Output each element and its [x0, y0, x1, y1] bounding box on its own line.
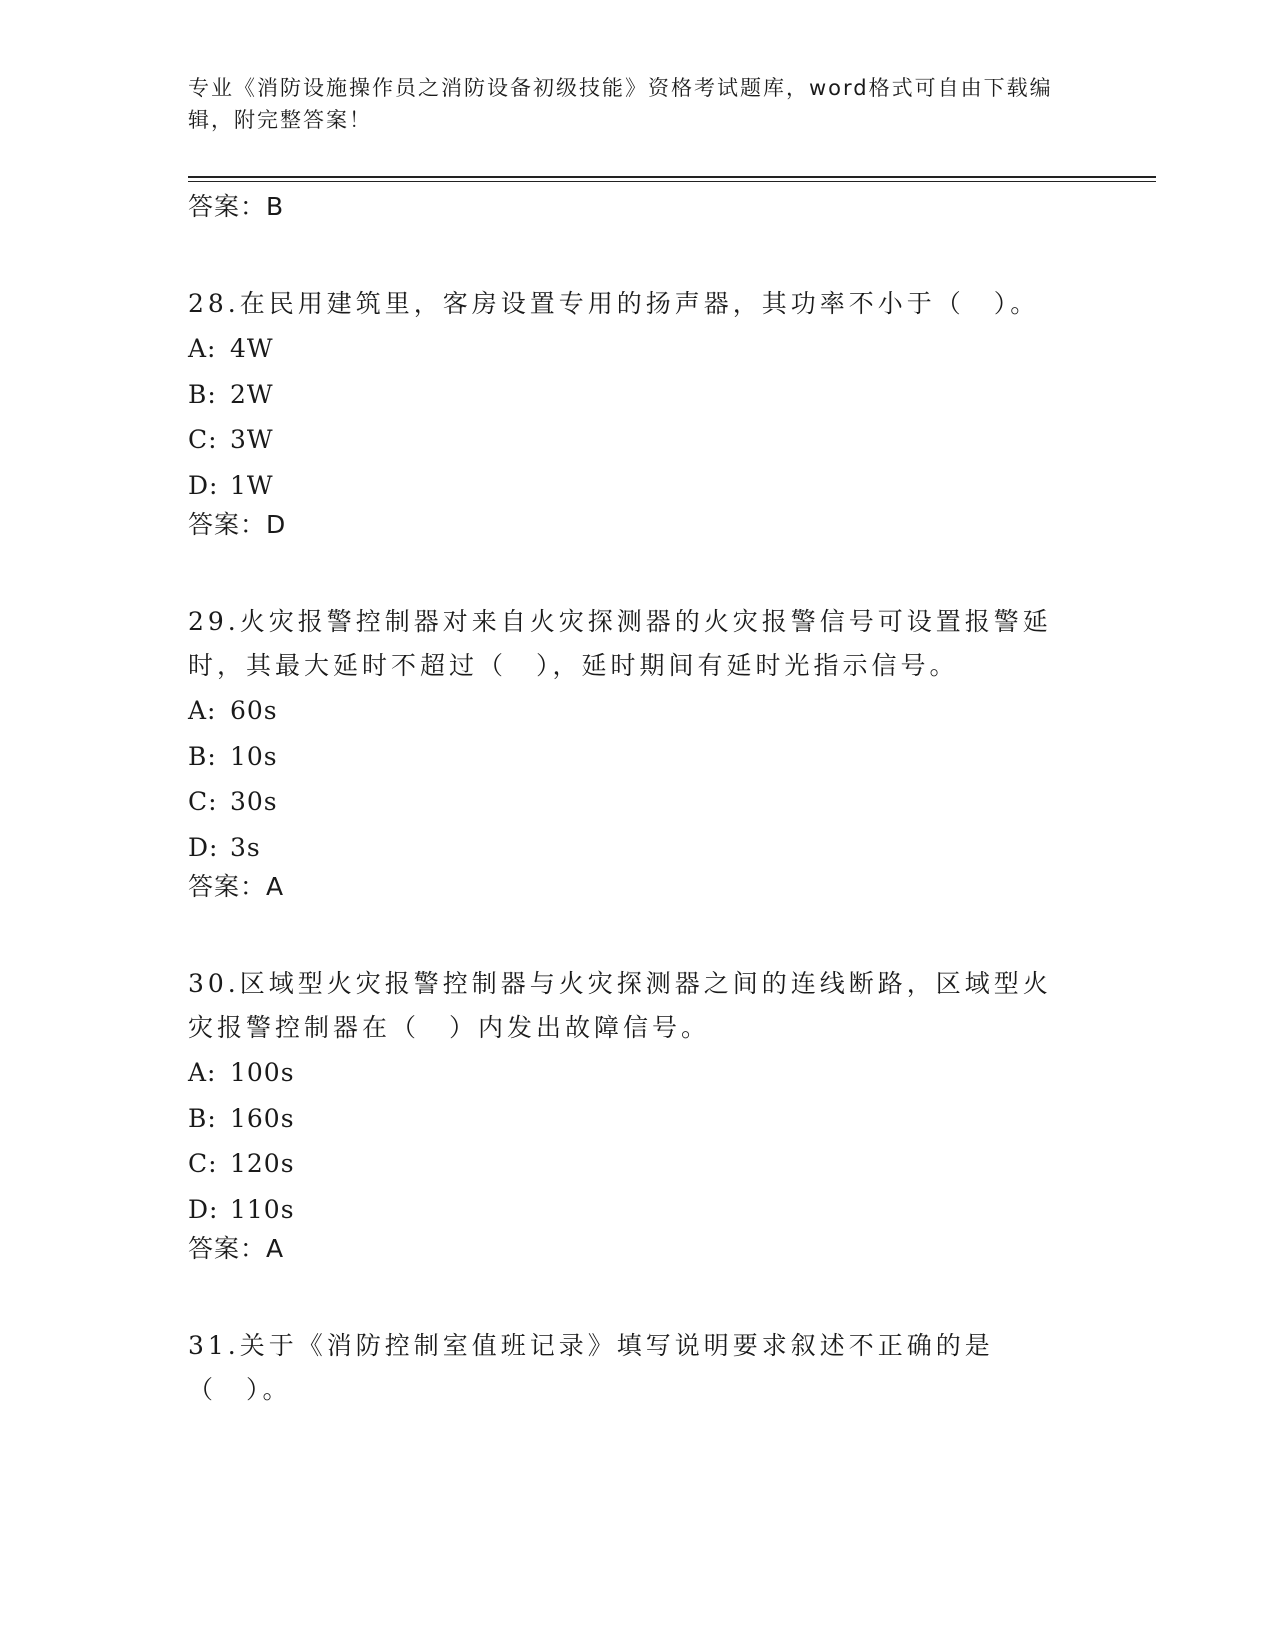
question-stem: 30.区域型火灾报警控制器与火灾探测器之间的连线断路，区域型火灾报警控制器在（ ）内发出故障信号。	[188, 969, 1052, 1042]
document-header: 专业《消防设施操作员之消防设备初级技能》资格考试题库，word格式可自由下载编辑，附完整答案！	[188, 76, 1053, 132]
question-29	[188, 600, 1088, 902]
question-28	[188, 282, 1088, 540]
header-divider	[188, 176, 1156, 178]
option-b: B: 160s	[188, 1103, 295, 1133]
question-stem: 28.在民用建筑里，客房设置专用的扬声器，其功率不小于（ ）。	[188, 289, 1040, 318]
option-b: B: 10s	[188, 741, 278, 771]
option-a: A: 100s	[188, 1058, 295, 1087]
option-a: A: 60s	[188, 696, 278, 725]
option-c: C: 30s	[188, 787, 278, 816]
question-list	[188, 192, 1088, 1412]
option-c: C: 120s	[188, 1149, 295, 1178]
question-stem: 29.火灾报警控制器对来自火灾探测器的火灾报警信号可设置报警延时，其最大延时不超过（ ），延时期间有延时光指示信号。	[188, 607, 1052, 680]
question-31	[188, 1324, 1088, 1412]
answer-line: 答案：D	[188, 510, 287, 539]
question-30	[188, 962, 1088, 1264]
option-b: B: 2W	[188, 379, 274, 409]
answer-line: 答案：A	[188, 1234, 285, 1263]
option-c: C: 3W	[188, 425, 274, 454]
option-d: D: 110s	[188, 1194, 295, 1224]
header-divider-thin	[188, 181, 1156, 182]
answer-line: 答案：A	[188, 872, 285, 901]
question-stem: 31.关于《消防控制室值班记录》填写说明要求叙述不正确的是（ ）。	[188, 1331, 994, 1404]
option-a: A: 4W	[188, 334, 274, 363]
previous-answer: 答案：B	[188, 192, 285, 221]
option-d: D: 1W	[188, 470, 274, 500]
option-d: D: 3s	[188, 832, 261, 862]
